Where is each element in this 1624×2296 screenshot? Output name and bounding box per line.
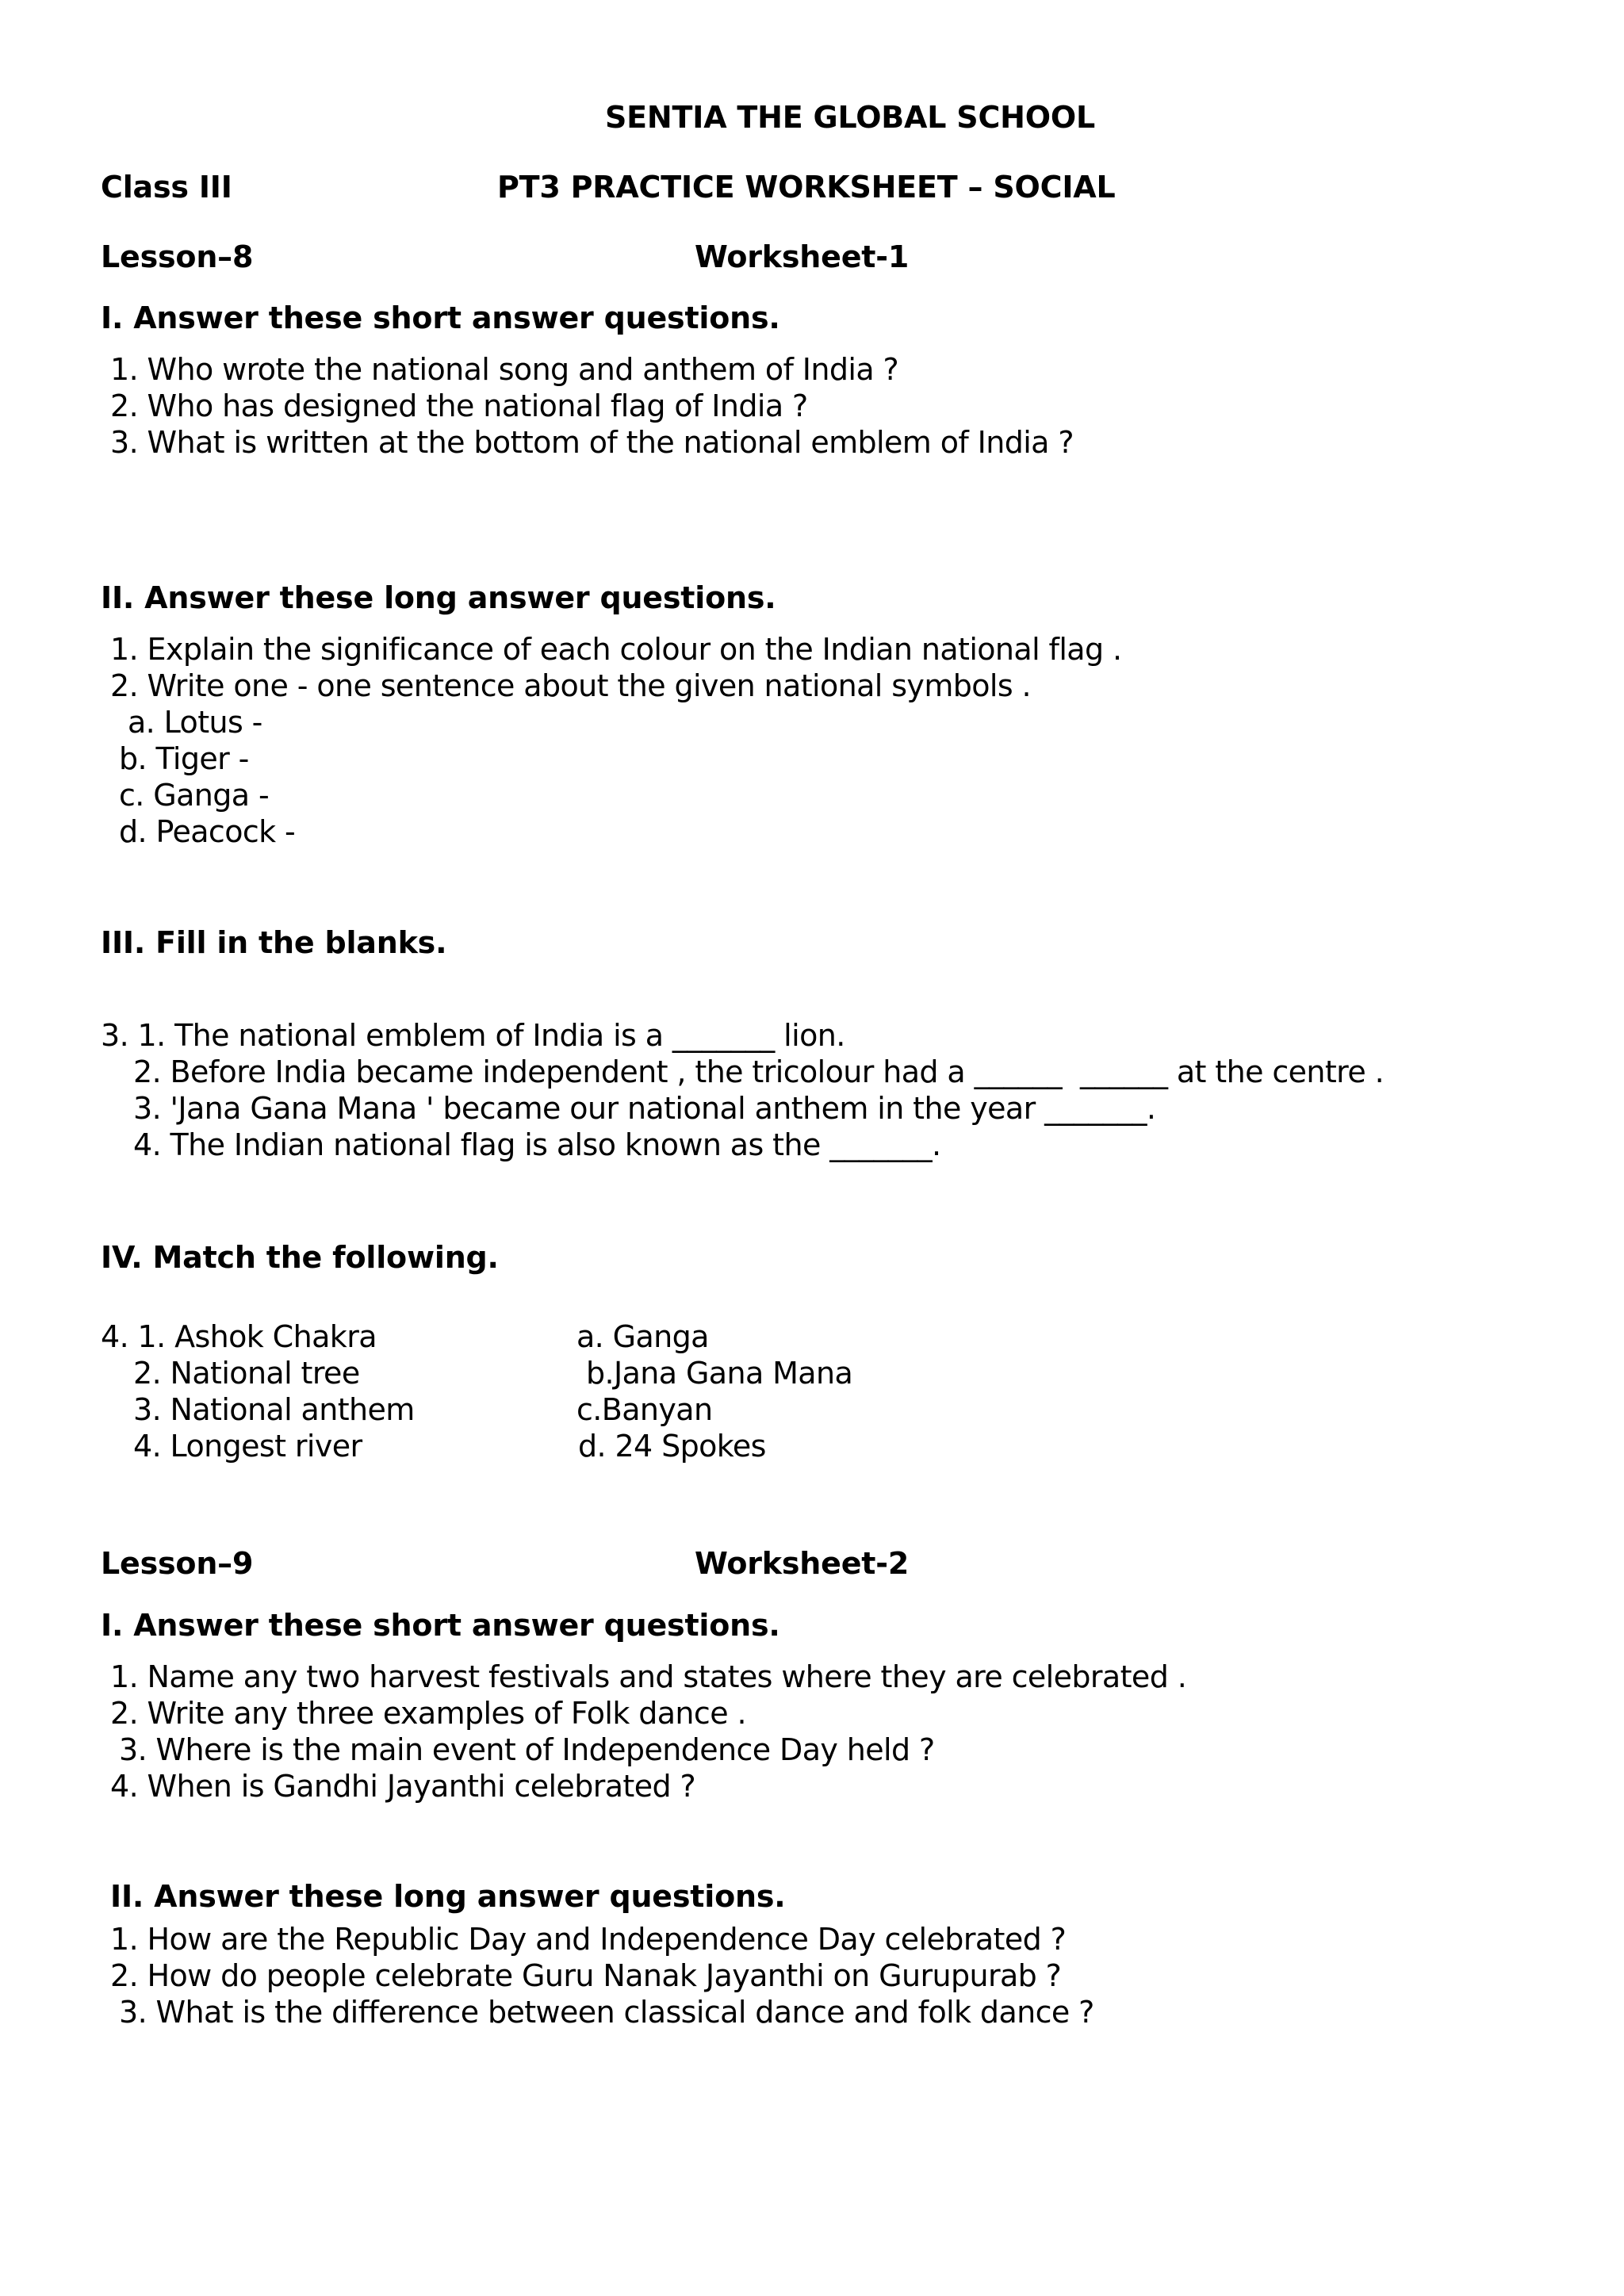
worksheet-2-label: Worksheet-2 — [695, 1546, 910, 1581]
ws2-short-q1: 1. Name any two harvest festivals and states where they are celebrated . — [110, 1659, 1187, 1694]
ws2-short-q4: 4. When is Gandhi Jayanthi celebrated ? — [110, 1769, 696, 1804]
worksheet-1-label: Worksheet-1 — [695, 239, 910, 274]
ws1-match-left-4: 4. Longest river — [133, 1429, 362, 1464]
ws1-long-sub-c: c. Ganga - — [119, 778, 270, 813]
ws1-long-sub-d: d. Peacock - — [119, 814, 296, 849]
lesson-8-label: Lesson–8 — [101, 239, 254, 274]
lesson-9-label: Lesson–9 — [101, 1546, 254, 1581]
ws1-short-q1: 1. Who wrote the national song and anthem of India ? — [110, 352, 899, 387]
ws1-match-left-2: 2. National tree — [133, 1356, 360, 1391]
ws2-long-q3: 3. What is the difference between classical dance and folk dance ? — [119, 1995, 1094, 2030]
class-label: Class III — [101, 170, 232, 205]
ws2-long-q1: 1. How are the Republic Day and Independence Day celebrated ? — [110, 1922, 1067, 1957]
ws1-match-right-c: c.Banyan — [576, 1392, 713, 1427]
ws1-fill-q1: 3. 1. The national emblem of India is a _______ lion. — [101, 1018, 845, 1053]
ws2-long-q2: 2. How do people celebrate Guru Nanak Jayanthi on Gurupurab ? — [110, 1958, 1062, 1993]
ws2-short-q3: 3. Where is the main event of Independence Day held ? — [119, 1732, 935, 1767]
ws1-short-q2: 2. Who has designed the national flag of India ? — [110, 388, 808, 423]
ws1-short-heading: I. Answer these short answer questions. — [101, 300, 780, 335]
ws1-fill-q4: 4. The Indian national flag is also known as the _______. — [133, 1127, 941, 1162]
ws1-fill-q3: 3. 'Jana Gana Mana ' became our national anthem in the year _______. — [133, 1091, 1156, 1126]
ws1-fill-heading: III. Fill in the blanks. — [101, 925, 447, 960]
ws1-long-heading: II. Answer these long answer questions. — [101, 580, 776, 615]
ws1-match-right-d: d. 24 Spokes — [578, 1429, 766, 1464]
ws1-short-q3: 3. What is written at the bottom of the national emblem of India ? — [110, 425, 1074, 460]
ws2-long-heading: II. Answer these long answer questions. — [110, 1879, 786, 1914]
ws1-long-sub-b: b. Tiger - — [119, 741, 249, 776]
ws1-match-left-3: 3. National anthem — [133, 1392, 415, 1427]
ws1-long-sub-a: a. Lotus - — [128, 705, 262, 740]
ws1-match-left-1: 4. 1. Ashok Chakra — [101, 1319, 377, 1354]
ws1-match-right-b: b.Jana Gana Mana — [586, 1356, 853, 1391]
ws1-long-q1: 1. Explain the significance of each colour on the Indian national flag . — [110, 632, 1122, 667]
ws2-short-q2: 2. Write any three examples of Folk dance . — [110, 1696, 746, 1731]
ws1-match-heading: IV. Match the following. — [101, 1240, 499, 1275]
ws1-fill-q2: 2. Before India became independent , the tricolour had a ______ ______ at the centre . — [133, 1054, 1385, 1089]
ws1-match-right-a: a. Ganga — [576, 1319, 709, 1354]
ws1-long-q2: 2. Write one - one sentence about the given national symbols . — [110, 668, 1032, 703]
worksheet-title: PT3 PRACTICE WORKSHEET – SOCIAL — [497, 170, 1116, 205]
ws2-short-heading: I. Answer these short answer questions. — [101, 1608, 780, 1643]
school-name: SENTIA THE GLOBAL SCHOOL — [605, 100, 1095, 135]
